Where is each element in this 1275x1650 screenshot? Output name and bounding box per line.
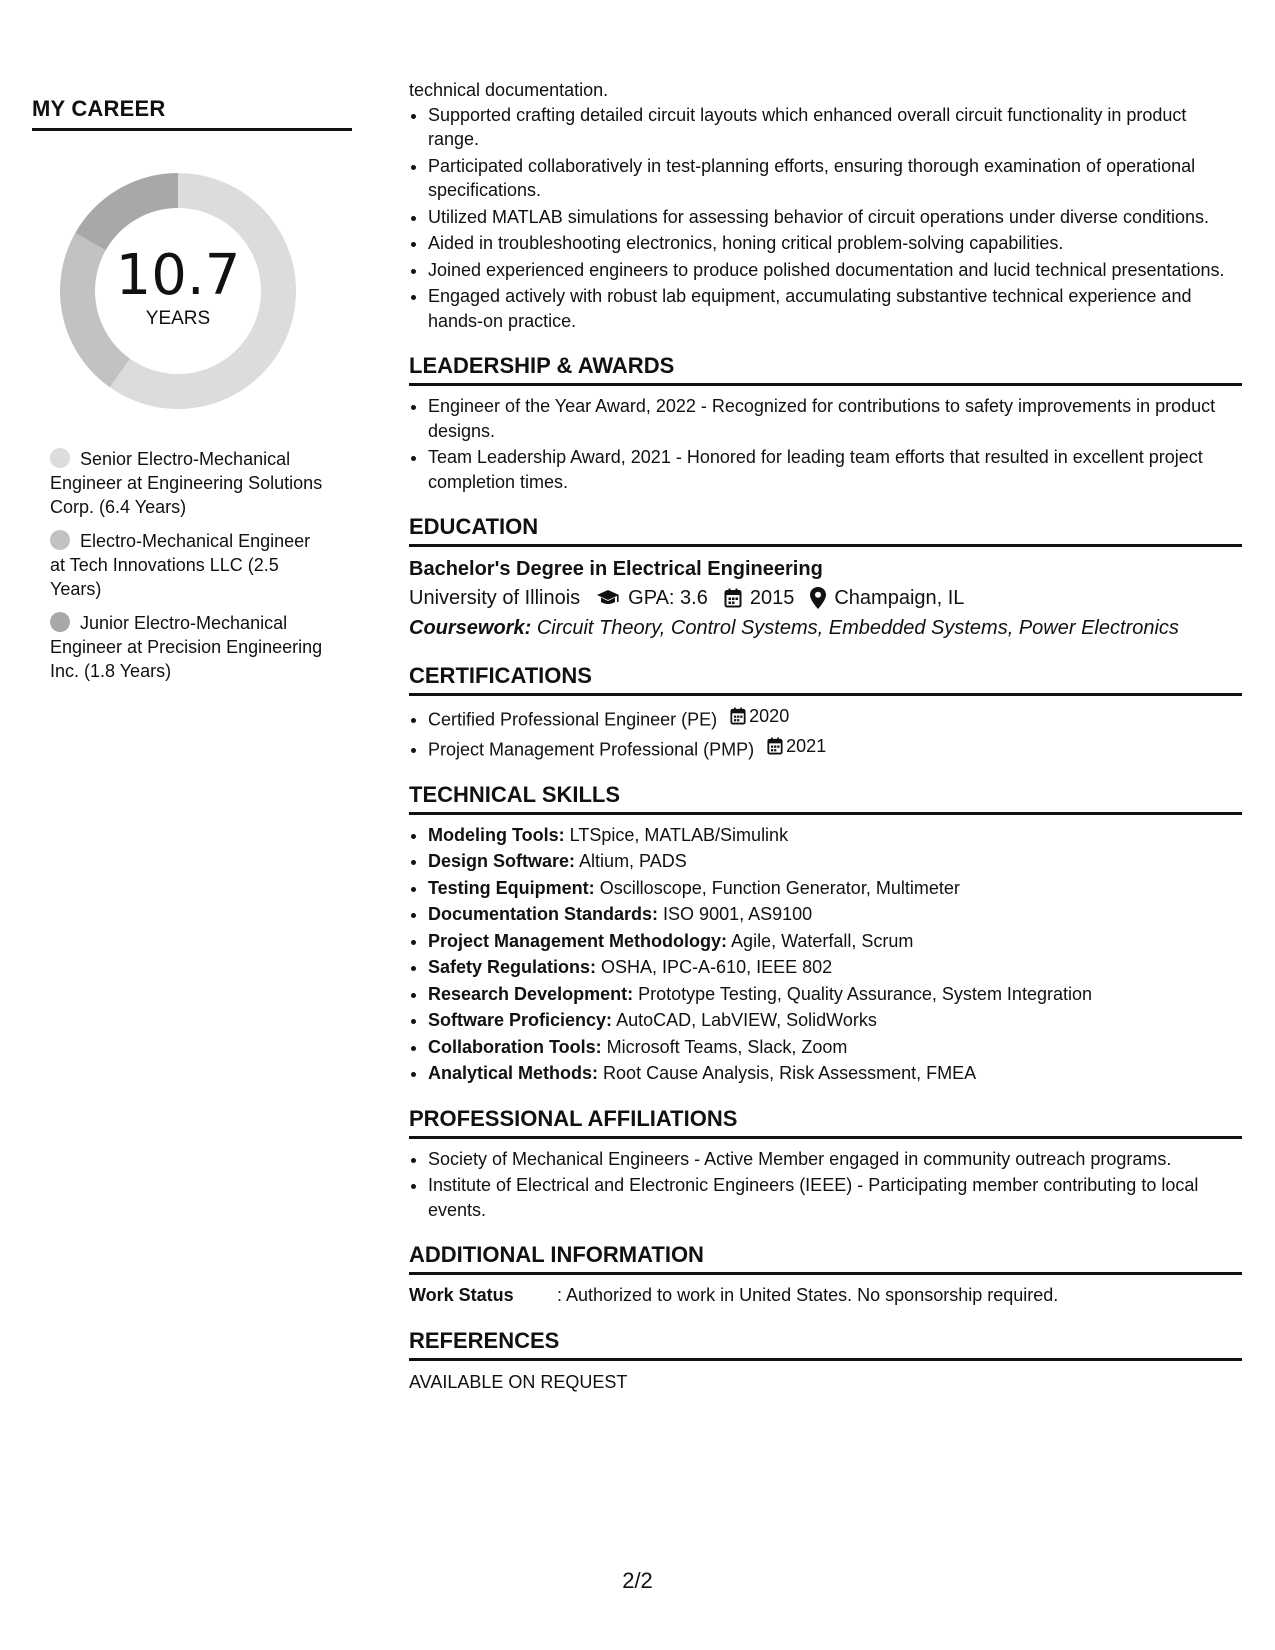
leadership-section-title: LEADERSHIP & AWARDS: [409, 353, 1242, 386]
career-total-unit: YEARS: [145, 308, 211, 329]
work-status-label: Work Status: [409, 1285, 514, 1305]
skill-value: Root Cause Analysis, Risk Assessment, FMEA: [603, 1063, 977, 1083]
skill-item: [428, 929, 1242, 954]
experience-bullet: • Aided in troubleshooting electronics, honing critical problem-solving capabilities.: [428, 231, 1242, 256]
skill-item: [428, 955, 1242, 980]
skills-list: [409, 823, 1242, 1086]
skill-label: Research Development:: [428, 983, 634, 1004]
work-status-value: : Authorized to work in United States. No sponsorship required.: [557, 1285, 1059, 1305]
skill-value: AutoCAD, LabVIEW, SolidWorks: [616, 1010, 877, 1030]
skill-item: [428, 1035, 1242, 1060]
experience-bullet: • Supported crafting detailed circuit layouts which enhanced overall circuit functionality in product range.: [428, 103, 1242, 152]
career-role-label: Junior Electro-Mechanical Engineer at Precision Engineering Inc. (1.8 Years): [50, 613, 323, 681]
affiliations-list: [409, 1147, 1242, 1223]
education-gpa: GPA: 3.6: [628, 587, 708, 609]
education-meta: [409, 583, 1242, 613]
skill-value: LTSpice, MATLAB/Simulink: [569, 824, 789, 845]
certification-year: 2021: [786, 735, 827, 756]
education-school: University of Illinois: [409, 587, 581, 609]
certifications-section-title: CERTIFICATIONS: [409, 663, 1242, 696]
skill-label: Documentation Standards:: [428, 904, 659, 924]
calendar-icon: [730, 707, 746, 725]
career-total-value: 10.7: [115, 243, 241, 308]
certification-date: [730, 704, 789, 729]
page-number: 2/2: [622, 1568, 653, 1593]
references-text: AVAILABLE ON REQUEST: [409, 1371, 628, 1392]
career-role-label: Senior Electro-Mechanical Engineer at Engineering Solutions Corp. (6.4 Years): [50, 449, 323, 517]
calendar-icon: [767, 737, 783, 755]
skill-value: OSHA, IPC-A-610, IEEE 802: [601, 957, 833, 977]
skill-label: Design Software:: [428, 851, 576, 871]
career-legend: [32, 447, 352, 683]
education-degree: Bachelor's Degree in Electrical Engineering: [409, 558, 823, 580]
work-status-row: [409, 1283, 1242, 1308]
career-role-label: Electro-Mechanical Engineer at Tech Innovations LLC (2.5 Years): [50, 531, 311, 599]
coursework-label: Coursework:: [409, 617, 532, 639]
education-coursework: [409, 613, 1242, 643]
skill-label: Testing Equipment:: [428, 877, 595, 898]
experience-bullet: • Participated collaboratively in test-planning efforts, ensuring thorough examination of operational specifications.: [428, 154, 1242, 203]
skill-item: [428, 823, 1242, 848]
career-donut-chart: [58, 171, 298, 411]
leadership-list: [409, 394, 1242, 494]
skill-label: Software Proficiency:: [428, 1010, 613, 1030]
skill-label: Safety Regulations:: [428, 957, 597, 977]
resume-main: [409, 78, 1242, 1395]
career-title: MY CAREER: [32, 96, 352, 131]
education-location: Champaign, IL: [834, 587, 965, 609]
certification-year: 2020: [749, 706, 790, 726]
education-section-title: EDUCATION: [409, 514, 1242, 547]
legend-dot-icon: [50, 448, 70, 468]
affiliations-section-title: PROFESSIONAL AFFILIATIONS: [409, 1106, 1242, 1139]
skill-value: Agile, Waterfall, Scrum: [731, 930, 914, 951]
career-legend-item: [50, 447, 330, 519]
certification-name: Project Management Professional (PMP): [428, 739, 755, 759]
career-sidebar: [32, 96, 352, 693]
skill-item: [428, 849, 1242, 874]
skill-value: ISO 9001, AS9100: [663, 904, 813, 924]
skill-item: [428, 1061, 1242, 1086]
experience-bullet: • Engaged actively with robust lab equipment, accumulating substantive technical experience and hands-on practice.: [428, 284, 1242, 333]
skill-value: Microsoft Teams, Slack, Zoom: [606, 1036, 848, 1057]
skill-item: [428, 902, 1242, 927]
skill-label: Modeling Tools:: [428, 824, 565, 845]
leadership-item: • Team Leadership Award, 2021 - Honored for leading team efforts that resulted in excellent project completion times.: [428, 445, 1242, 494]
certification-date: [767, 734, 826, 759]
certification-name: Certified Professional Engineer (PE): [428, 709, 718, 730]
skills-section-title: TECHNICAL SKILLS: [409, 782, 1242, 815]
leadership-item: • Engineer of the Year Award, 2022 - Recognized for contributions to safety improvements in product designs.: [428, 394, 1242, 443]
certification-item: [428, 734, 1242, 762]
experience-bullets: [409, 103, 1242, 334]
skill-label: Project Management Methodology:: [428, 930, 728, 951]
additional-section-title: ADDITIONAL INFORMATION: [409, 1242, 1242, 1275]
experience-continued-line: technical documentation.: [409, 80, 609, 100]
career-legend-item: [50, 611, 330, 683]
skill-value: Altium, PADS: [579, 851, 687, 871]
graduation-cap-icon: [596, 589, 620, 607]
education-year: 2015: [749, 587, 795, 609]
experience-bullet: • Joined experienced engineers to produce polished documentation and lucid technical presentations.: [428, 258, 1242, 283]
calendar-icon: [724, 588, 742, 608]
skill-item: [428, 876, 1242, 901]
skill-label: Analytical Methods:: [428, 1063, 599, 1083]
references-section-title: REFERENCES: [409, 1328, 1242, 1361]
skill-value: Prototype Testing, Quality Assurance, System Integration: [638, 983, 1092, 1004]
career-total: [58, 171, 298, 411]
skill-item: [428, 1008, 1242, 1033]
affiliation-item: • Institute of Electrical and Electronic Engineers (IEEE) - Participating member contributing to local events.: [428, 1173, 1242, 1222]
certifications-list: [409, 704, 1242, 762]
skill-value: Oscilloscope, Function Generator, Multimeter: [599, 877, 960, 898]
legend-dot-icon: [50, 612, 70, 632]
experience-continued: [409, 78, 1242, 333]
experience-bullet: • Utilized MATLAB simulations for assessing behavior of circuit operations under diverse conditions.: [428, 205, 1242, 230]
career-legend-item: [50, 529, 330, 601]
coursework-value: Circuit Theory, Control Systems, Embedded Systems, Power Electronics: [536, 617, 1179, 639]
skill-item: [428, 982, 1242, 1007]
map-pin-icon: [810, 587, 826, 609]
skill-label: Collaboration Tools:: [428, 1036, 602, 1057]
certification-item: [428, 704, 1242, 732]
legend-dot-icon: [50, 530, 70, 550]
affiliation-item: • Society of Mechanical Engineers - Active Member engaged in community outreach programs.: [428, 1147, 1242, 1172]
